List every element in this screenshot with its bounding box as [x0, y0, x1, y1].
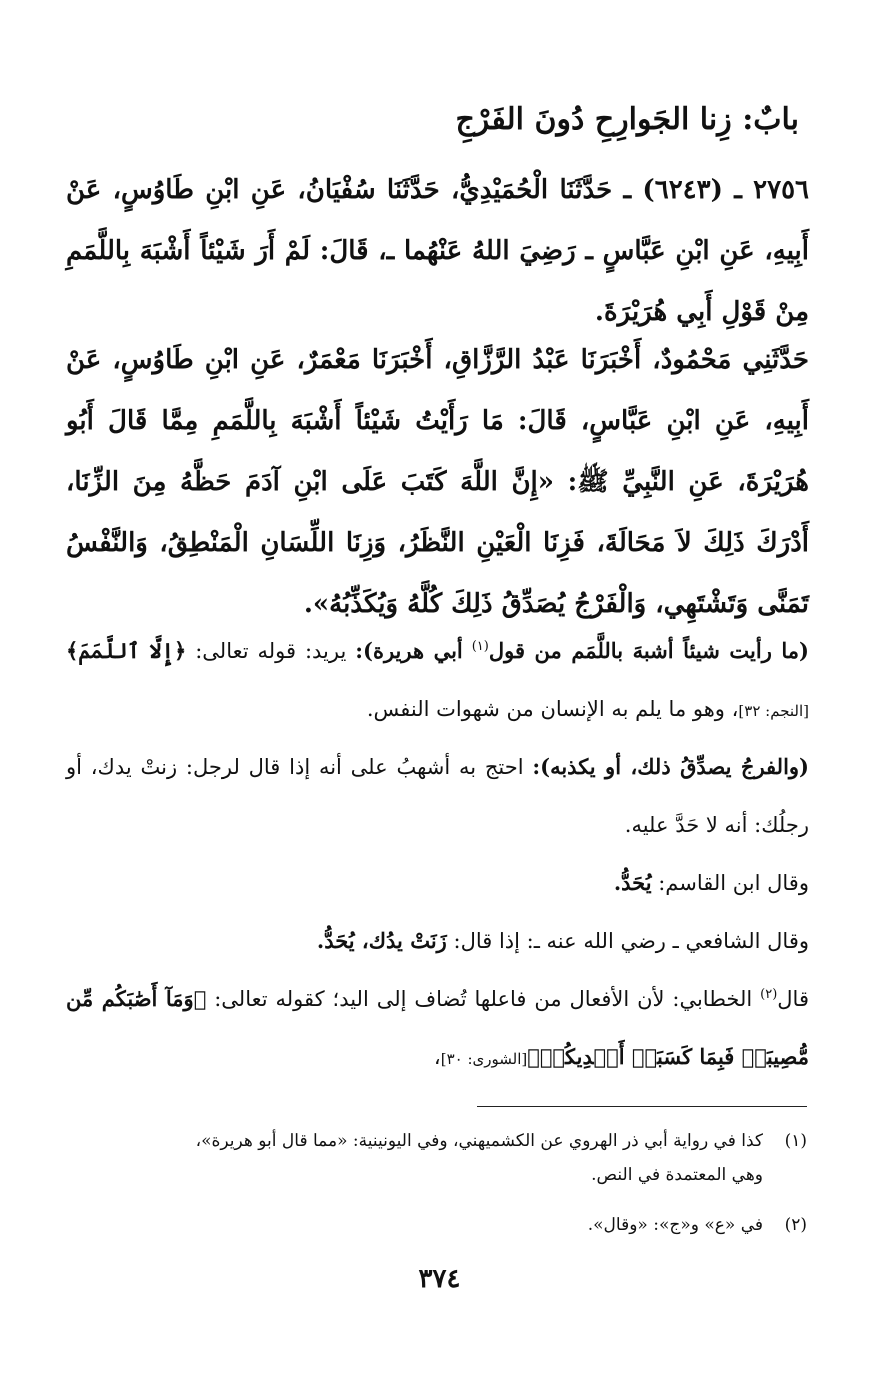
commentary-text: ،: [433, 1045, 441, 1069]
chapter-lead: بابٌ:: [742, 102, 799, 137]
footnote-text-continued: وهي المعتمدة في النص.: [591, 1165, 763, 1185]
commentary-quote-end: أبي هريرة):: [355, 638, 463, 663]
commentary-text: الخطابي: لأن الأفعال من فاعلها تُضاف إلى اليد؛ كقوله تعالى:: [214, 987, 753, 1011]
commentary-paragraph-2: [66, 738, 809, 854]
footnote-number: (٢): [784, 1215, 807, 1235]
commentary-quote: (ما رأيت شيئاً أشبهَ باللَّمَم من قول: [488, 638, 809, 663]
commentary-emphasis: زَنَتْ يدُك، يُحَدُّ.: [316, 928, 447, 953]
chapter-heading: [80, 98, 799, 142]
commentary-text: وقال ابن القاسم:: [658, 871, 809, 895]
footnote-2: [66, 1208, 807, 1242]
footnote-divider: [477, 1106, 807, 1107]
footnote-text: كذا في رواية أبي ذر الهروي عن الكشميهني، وفي اليونينية: «مما قال أبو هريرة»،: [195, 1131, 763, 1151]
commentary-text: وقال الشافعي ـ رضي الله عنه ـ: إذا قال:: [453, 929, 809, 953]
commentary-paragraph-5: [66, 970, 809, 1088]
commentary-text: يريد: قوله تعالى:: [195, 639, 347, 663]
footnote-text: في «ع» و«ج»: «وقال».: [587, 1215, 763, 1235]
hadith-2756: ٢٧٥٦ ـ (٦٢٤٣) ـ حَدَّثَنَا الْحُمَيْدِيُّ، حَدَّثَنَا سُفْيَانُ، عَنِ ابْنِ طَاوُسٍ، عَنْ أَبِيهِ، عَنِ ابْنِ عَبَّاسٍ ـ رَضِيَ اللهُ عَنْهُما ـ، قَالَ: لَمْ أَرَ شَيْئاً أَشْبَهَ بِاللَّمَمِ مِنْ قَوْلِ أَبِي هُرَيْرَةَ.: [66, 175, 809, 327]
commentary-paragraph-1: [66, 622, 809, 740]
verse-reference: [النجم: ٣٢]: [738, 702, 809, 720]
commentary-text: ، وهو ما يلم به الإنسان من شهوات النفس.: [366, 697, 739, 721]
commentary-text: قال: [777, 987, 809, 1011]
commentary-emphasis: يُحَدُّ.: [613, 870, 652, 895]
hadith-second-chain: حَدَّثَنِي مَحْمُودٌ، أَخْبَرَنَا عَبْدُ الرَّزَّاقِ، أَخْبَرَنَا مَعْمَرٌ، عَنِ ابْنِ طَاوُسٍ، عَنْ أَبِيهِ، عَنِ ابْنِ عَبَّاسٍ، قَالَ: مَا رَأَيْتُ شَيْئاً أَشْبَهَ بِاللَّمَمِ مِمَّا قَالَ أَبُو هُرَيْرَةَ، عَنِ النَّبِيِّ ﷺ: «إِنَّ اللَّهَ كَتَبَ عَلَى ابْنِ آدَمَ حَظَّهُ مِنَ الزِّنَا، أَدْرَكَ ذَلِكَ لاَ مَحَالَةَ، فَزِنَا الْعَيْنِ النَّظَرُ، وَزِنَا اللِّسَانِ الْمَنْطِقُ، وَالنَّفْسُ تَمَنَّى وَتَشْتَهِي، وَالْفَرْجُ يُصَدِّقُ ذَلِكَ كُلَّهُ وَيُكَذِّبُهُ».: [66, 345, 809, 619]
quran-verse: ﴿وَمَآ أَصَٰبَكُم مِّن مُّصِيبَةٖ فَبِمَا كَسَبَتۡ أَيۡدِيكُمۡ﴾: [66, 986, 809, 1069]
commentary-paragraph-4: [66, 912, 809, 970]
footnote-marker-1[interactable]: (١): [471, 639, 489, 654]
chapter-title: زِنا الجَوارِحِ دُونَ الفَرْجِ: [455, 102, 732, 137]
quran-verse: ﴿إِلَّا ٱللَّمَمَ﴾: [66, 638, 187, 663]
footnote-marker-2[interactable]: (٢): [760, 987, 778, 1002]
footnote-1: [66, 1124, 807, 1192]
page-number: ٣٧٤: [418, 1264, 461, 1294]
footnote-number: (١): [784, 1131, 807, 1151]
verse-reference: [الشورى: ٣٠]: [440, 1050, 528, 1068]
commentary-paragraph-3: [66, 854, 809, 912]
commentary-text: احتج به أشهبُ على أنه إذا قال لرجل: زنتْ يدك، أو رجلُك: أنه لا حَدَّ عليه.: [66, 755, 809, 837]
commentary-quote: (والفرجُ يصدِّقُ ذلك، أو يكذبه):: [532, 754, 809, 779]
